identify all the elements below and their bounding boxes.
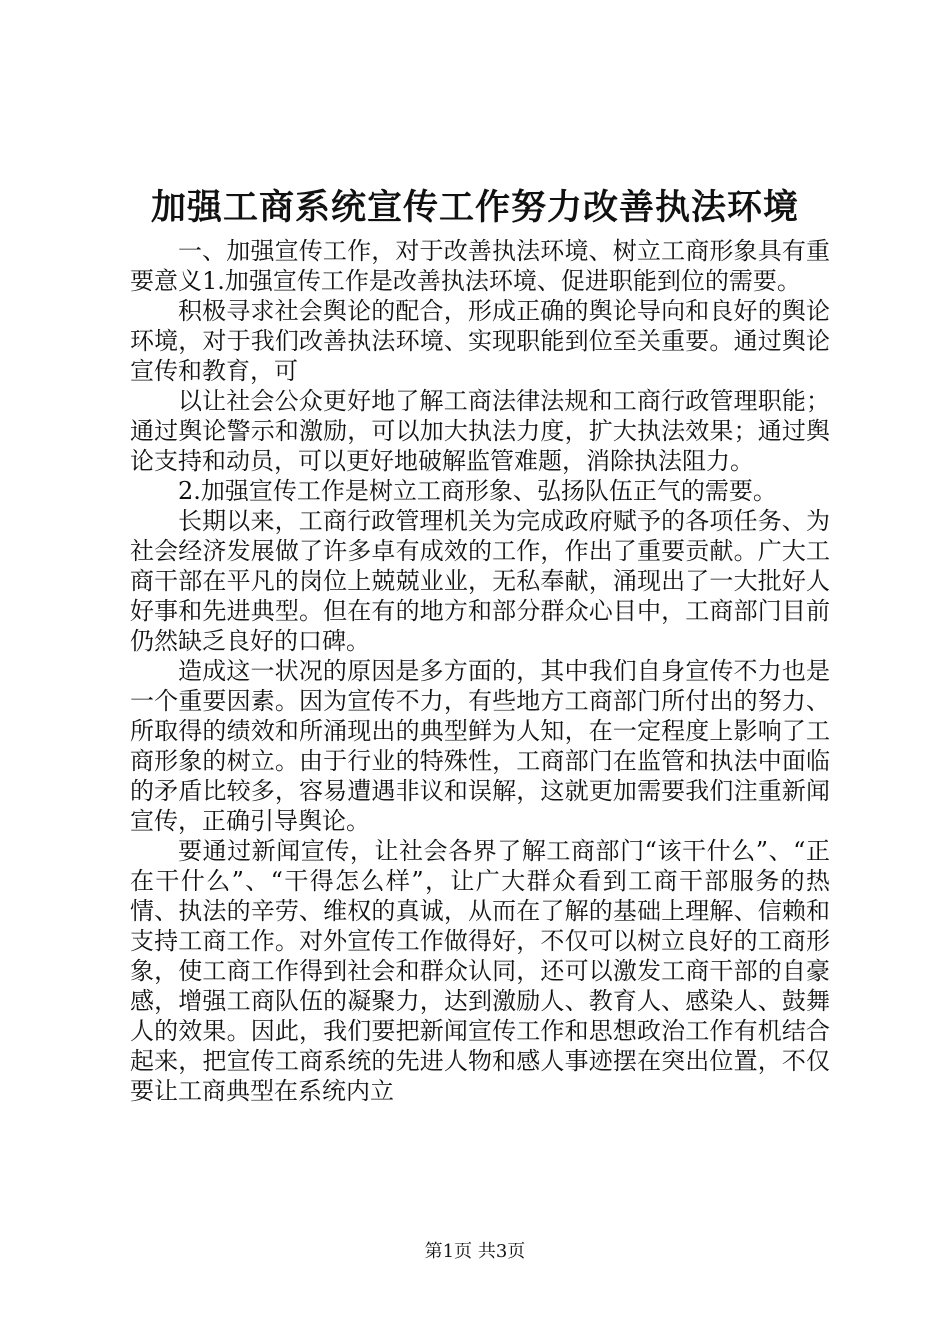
paragraph: 要通过新闻宣传，让社会各界了解工商部门“该干什么”、“正在干什么”、“干得怎么样”，让广大群众看到工商干部服务的热情、执法的辛劳、维权的真诚，从而在了解的基础上理解、信赖和支持工商工作。对外宣传工作做得好，不仅可以树立良好的工商形象，使工商工作得到社会和群众认同，还可以激发工商干部的自豪感，增强工商队伍的凝聚力，达到激励人、教育人、感染人、鼓舞人的效果。因此，我们要把新闻宣传工作和思想政治工作有机结合起来，把宣传工商系统的先进人物和感人事迹摆在突出位置，不仅要让工商典型在系统内立: [130, 837, 830, 1105]
page-footer: 第1页 共3页: [424, 1241, 526, 1262]
paragraph: 积极寻求社会舆论的配合，形成正确的舆论导向和良好的舆论环境，对于我们改善执法环境、实现职能到位至关重要。通过舆论宣传和教育，可: [130, 297, 830, 385]
paragraph: 以让社会公众更好地了解工商法律法规和工商行政管理职能；通过舆论警示和激励，可以加大执法力度，扩大执法效果；通过舆论支持和动员，可以更好地破解监管难题，消除执法阻力。: [130, 387, 830, 475]
paragraph: 2.加强宣传工作是树立工商形象、弘扬队伍正气的需要。: [178, 477, 777, 505]
document-body: [130, 236, 830, 1106]
document-title: 加强工商系统宣传工作努力改善执法环境: [150, 187, 799, 228]
paragraph: 造成这一状况的原因是多方面的，其中我们自身宣传不力也是一个重要因素。因为宣传不力，有些地方工商部门所付出的努力、所取得的绩效和所涌现出的典型鲜为人知，在一定程度上影响了工商形象的树立。由于行业的特殊性，工商部门在监管和执法中面临的矛盾比较多，容易遭遇非议和误解，这就更加需要我们注重新闻宣传，正确引导舆论。: [130, 657, 830, 835]
paragraph: 一、加强宣传工作，对于改善执法环境、树立工商形象具有重要意义1.加强宣传工作是改善执法环境、促进职能到位的需要。: [130, 237, 830, 295]
paragraph: 长期以来，工商行政管理机关为完成政府赋予的各项任务、为社会经济发展做了许多卓有成效的工作，作出了重要贡献。广大工商干部在平凡的岗位上兢兢业业，无私奉献，涌现出了一大批好人好事和先进典型。但在有的地方和部分群众心目中，工商部门目前仍然缺乏良好的口碑。: [130, 507, 830, 655]
